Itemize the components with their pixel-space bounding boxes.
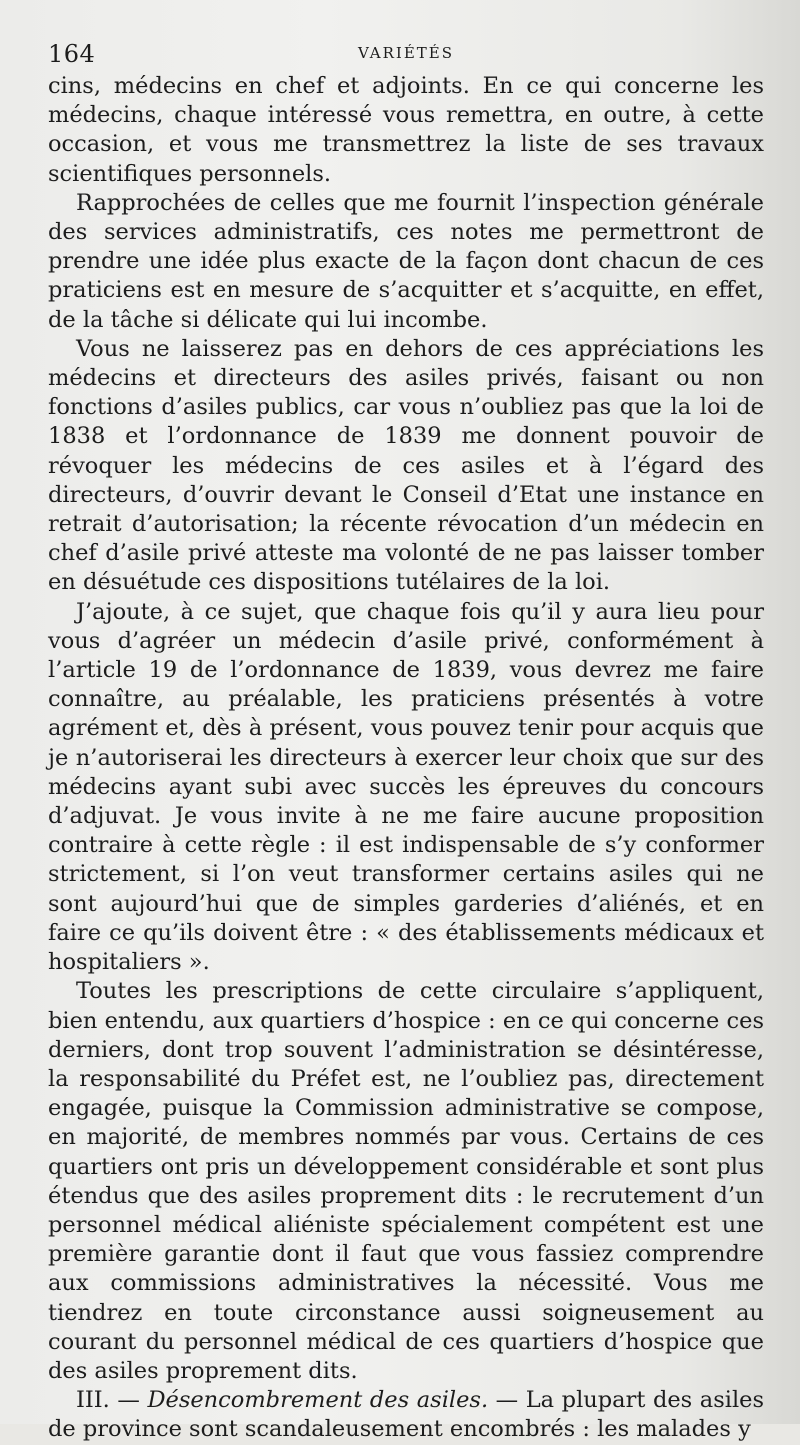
page-number: 164: [48, 40, 96, 68]
paragraph: Toutes les prescriptions de cette circulaire s’appliquent, bien entendu, aux quartiers d’hospice : en ce qui concerne ces derniers, dont trop souvent l’administration se désintéresse, la responsabilité du Préfet est, ne l’oubliez pas, directement engagée, puisque la Commission administrative se compose, en majorité, de membres nommés par vous. Certains de ces quartiers ont pris un développement considérable et sont plus étendus que des asiles proprement dits : le recrutement d’un personnel médical aliéniste spécialement compétent est une première garantie dont il faut que vous fassiez comprendre aux commissions administratives la nécessité. Vous me tiendrez en toute circonstance aussi soigneusement au courant du personnel médical de ces quartiers d’hospice que des asiles proprement dits.: [48, 978, 764, 1384]
section-paragraph: [48, 1386, 764, 1444]
running-title: VARIÉTÉS: [357, 44, 455, 62]
paragraph: cins, médecins en chef et adjoints. En ce qui concerne les médecins, chaque intéressé vous remettra, en outre, à cette occasion, et vous me transmettrez la liste de ses travaux scientifiques personnels.: [48, 73, 764, 187]
body-text: [48, 72, 764, 1445]
section-number: III. —: [76, 1387, 148, 1414]
page-header: [48, 30, 764, 72]
section-title: Désencombrement des asiles.: [147, 1387, 496, 1414]
paragraph: Vous ne laisserez pas en dehors de ces appréciations les médecins et directeurs des asiles privés, faisant ou non fonctions d’asiles publics, car vous n’oubliez pas que la loi de 1838 et l’ordonnance de 1839 me donnent pouvoir de révoquer les médecins de ces asiles et à l’égard des directeurs, d’ouvrir devant le Conseil d’Etat une instance en retrait d’autorisation; la récente révocation d’un médecin en chef d’asile privé atteste ma volonté de ne pas laisser tomber en désuétude ces dispositions tutélaires de la loi.: [48, 335, 764, 596]
paragraph: J’ajoute, à ce sujet, que chaque fois qu’il y aura lieu pour vous d’agréer un médecin d’asile privé, conformément à l’article 19 de l’ordonnance de 1839, vous devrez me faire connaître, au préalable, les praticiens présentés à votre agrément et, dès à présent, vous pouvez tenir pour acquis que je n’autoriserai les directeurs à exercer leur choix que sur des médecins ayant subi avec succès les épreuves du concours d’adjuvat. Je vous invite à ne me faire aucune proposition contraire à cette règle : il est indispensable de s’y conformer strictement, si l’on veut transformer certains asiles qui ne sont aujourd’hui que de simples garderies d’aliénés, et en faire ce qu’ils doivent être : « des établissements médicaux et hospitaliers ».: [48, 598, 764, 976]
paragraph: Rapprochées de celles que me fournit l’inspection générale des services administratifs, ces notes me permettront de prendre une idée plus exacte de la façon dont chacun de ces praticiens est en mesure de s’acquitter et s’acquitte, en effet, de la tâche si délicate qui lui incombe.: [48, 189, 764, 333]
section-text: — La plupart des asiles de province sont scandaleusement encombrés : les malades y: [48, 1387, 765, 1443]
